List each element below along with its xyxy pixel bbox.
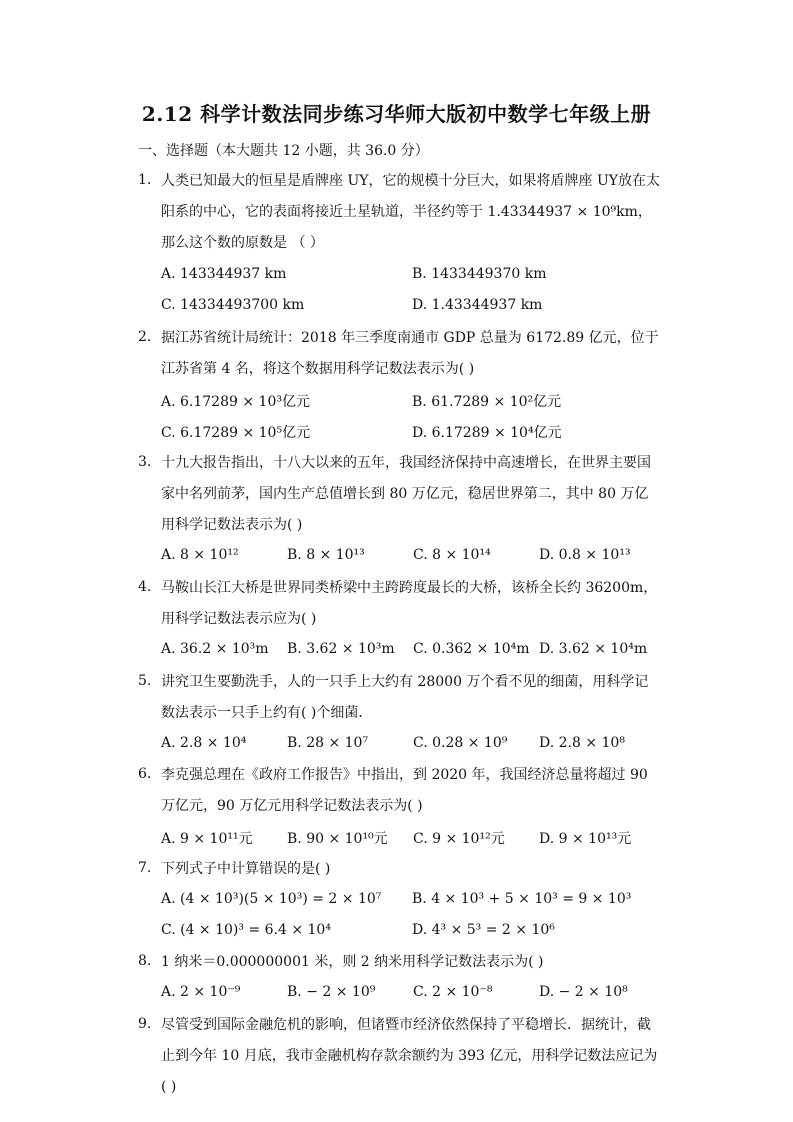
question-text: 尽管受到国际金融危机的影响，但诸暨市经济依然保持了平稳增长．据统计，截止到今年 10 月底，我市金融机构存款余额约为 393 亿元，用科学记数法应记为( ) <box>161 1017 658 1095</box>
option-a[interactable]: A. 2.8 × 10⁴ <box>161 735 247 751</box>
question-number: 2. <box>138 329 152 345</box>
option-b[interactable]: B. 3.62 × 10³m <box>287 641 395 657</box>
option-a[interactable]: A. 2 × 10⁻⁹ <box>161 984 241 1000</box>
section-heading: 一、选择题（本大题共 12 小题，共 36.0 分） <box>138 143 429 159</box>
question-text: 十九大报告指出，十八大以来的五年，我国经济保持中高速增长，在世界主要国家中名列前茅，国内生产总值增长到 80 万亿元，稳居世界第二，其中 80 万亿用科学记数法表示为( ) <box>161 455 651 533</box>
option-b[interactable]: B. 28 × 10⁷ <box>287 735 369 751</box>
option-c[interactable]: C. 9 × 10¹²元 <box>413 831 505 847</box>
question-number: 5. <box>138 673 152 689</box>
option-d[interactable]: D. 2.8 × 10⁸ <box>539 735 625 751</box>
option-d[interactable]: D. 3.62 × 10⁴m <box>539 641 648 657</box>
option-c[interactable]: C. (4 × 10)³ = 6.4 × 10⁴ <box>161 922 331 938</box>
page-title: 2.12 科学计数法同步练习华师大版初中数学七年级上册 <box>141 102 652 126</box>
option-b[interactable]: B. 61.7289 × 10²亿元 <box>412 394 562 410</box>
option-d[interactable]: D. 1.43344937 km <box>412 297 543 313</box>
option-c[interactable]: C. 14334493700 km <box>161 297 305 313</box>
question-number: 3. <box>138 454 152 470</box>
option-b[interactable]: B. 4 × 10³ + 5 × 10³ = 9 × 10³ <box>412 891 632 907</box>
question-text: 讲究卫生要勤洗手，人的一只手上大约有 28000 万个看不见的细菌，用科学记数法表示一只手上约有( )个细菌． <box>161 674 649 721</box>
question-number: 4. <box>138 579 152 595</box>
option-d[interactable]: D. 9 × 10¹³元 <box>539 831 632 847</box>
question-number: 1. <box>138 172 152 188</box>
option-a[interactable]: A. 6.17289 × 10³亿元 <box>161 394 310 410</box>
option-c[interactable]: C. 8 × 10¹⁴ <box>413 547 491 563</box>
option-d[interactable]: D. 0.8 × 10¹³ <box>539 547 631 563</box>
option-a[interactable]: A. 143344937 km <box>161 266 287 282</box>
option-a[interactable]: A. 36.2 × 10³m <box>161 641 269 657</box>
option-c[interactable]: C. 0.28 × 10⁹ <box>413 735 508 751</box>
question-number: 6. <box>138 766 152 782</box>
option-d[interactable]: D. 6.17289 × 10⁴亿元 <box>412 425 562 441</box>
option-b[interactable]: B. − 2 × 10⁹ <box>287 984 376 1000</box>
option-a[interactable]: A. 8 × 10¹² <box>161 547 239 563</box>
option-b[interactable]: B. 8 × 10¹³ <box>287 547 365 563</box>
question-number: 9. <box>138 1016 152 1032</box>
question-text: 马鞍山长江大桥是世界同类桥梁中主跨跨度最长的大桥，该桥全长约 36200m，用科学记数法表示应为( ) <box>161 580 658 627</box>
question-text: 李克强总理在《政府工作报告》中指出，到 2020 年，我国经济总量将超过 90 万亿元，90 万亿元用科学记数法表示为( ) <box>161 767 648 814</box>
question-text: 据江苏省统计局统计：2018 年三季度南通市 GDP 总量为 6172.89 亿元，位于江苏省第 4 名，将这个数据用科学记数法表示为( ) <box>161 330 659 377</box>
option-d[interactable]: D. − 2 × 10⁸ <box>539 984 628 1000</box>
option-c[interactable]: C. 6.17289 × 10⁵亿元 <box>161 425 311 441</box>
option-c[interactable]: C. 2 × 10⁻⁸ <box>413 984 493 1000</box>
question-text: 人类已知最大的恒星是盾牌座 UY，它的规模十分巨大，如果将盾牌座 UY放在太阳系的中心，它的表面将接近土星轨道，半径约等于 1.43344937 × 10⁹km，那么这个数的原数是 （ ） <box>161 173 660 251</box>
option-b[interactable]: B. 1433449370 km <box>412 266 547 282</box>
option-a[interactable]: A. (4 × 10³)(5 × 10³) = 2 × 10⁷ <box>161 891 382 907</box>
question-text: 1 纳米＝0.000000001 米，则 2 纳米用科学记数法表示为( ) <box>161 954 544 970</box>
option-d[interactable]: D. 4³ × 5³ = 2 × 10⁶ <box>412 922 555 938</box>
question-number: 8. <box>138 953 152 969</box>
option-c[interactable]: C. 0.362 × 10⁴m <box>413 641 530 657</box>
question-number: 7. <box>138 860 152 876</box>
option-b[interactable]: B. 90 × 10¹⁰元 <box>287 831 388 847</box>
option-a[interactable]: A. 9 × 10¹¹元 <box>161 831 253 847</box>
question-text: 下列式子中计算错误的是( ) <box>161 861 331 877</box>
